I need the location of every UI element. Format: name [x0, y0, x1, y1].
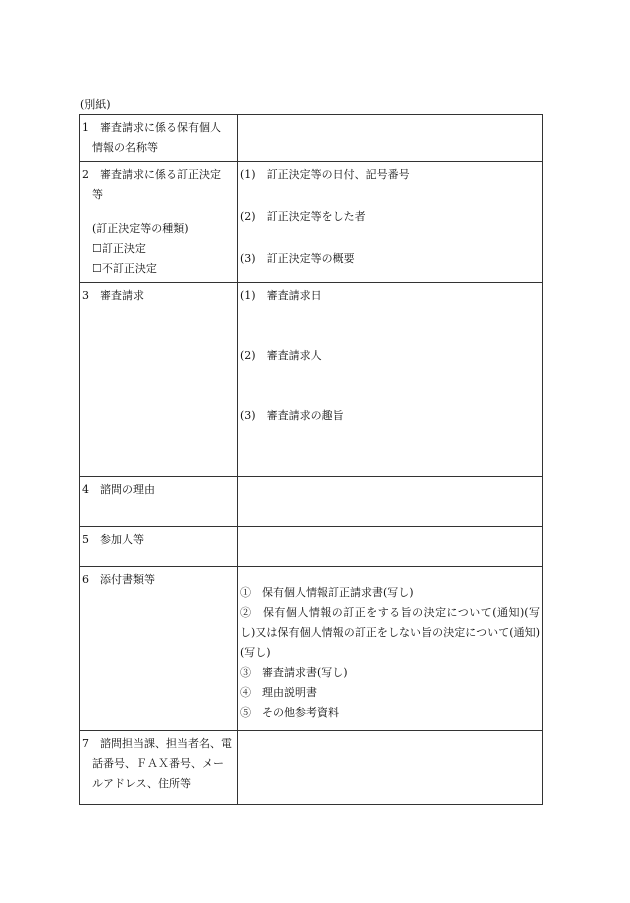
value-cell: [238, 477, 543, 527]
attachment-item: ① 保有個人情報訂正請求書(写し): [240, 586, 414, 599]
spacer: [240, 306, 540, 346]
label-line: 5 参加人等: [82, 533, 144, 546]
label-line: 2 審査請求に係る訂正決定: [82, 168, 221, 181]
checkbox-non-correction-decision[interactable]: ☐不訂正決定: [92, 262, 157, 275]
label-cell: [80, 731, 238, 805]
label-line: 等: [92, 188, 103, 201]
checkbox-correction-decision[interactable]: ☐訂正決定: [92, 242, 146, 255]
value-cell: [238, 115, 543, 162]
row-review-request: [80, 283, 543, 477]
item: (3) 訂正決定等の概要: [240, 252, 355, 265]
label-cell: [80, 477, 238, 527]
item: (2) 審査請求人: [240, 349, 322, 362]
label-cell: [80, 283, 238, 477]
spacer: [240, 227, 540, 249]
row-participants: [80, 527, 543, 567]
label-cell: [80, 527, 238, 567]
annex-label: (別紙): [80, 98, 111, 111]
label-line: ルアドレス、住所等: [92, 777, 191, 790]
spacer: [82, 205, 235, 219]
attachment-item: ④ 理由説明書: [240, 686, 317, 699]
value-cell: [238, 527, 543, 567]
label-cell: [80, 115, 238, 162]
item: (3) 審査請求の趣旨: [240, 409, 344, 422]
label-line: 6 添付書類等: [82, 573, 155, 586]
label-line: 3 審査請求: [82, 289, 144, 302]
label-line: 情報の名称等: [92, 141, 158, 154]
label-cell: [80, 567, 238, 731]
spacer: [240, 185, 540, 207]
label-line: 話番号、ＦＡＸ番号、メー: [92, 757, 224, 770]
label-line: 7 諮問担当課、担当者名、電: [82, 737, 232, 750]
attachment-item: ② 保有個人情報の訂正をする旨の決定について(通知)(写し)又は保有個人情報の訂正をしない旨の決定について(通知)(写し): [240, 606, 540, 659]
row-consultation-reason: [80, 477, 543, 527]
row-attachments: [80, 567, 543, 731]
value-cell: [238, 162, 543, 283]
label-line: 4 諮問の理由: [82, 483, 155, 496]
value-cell: [238, 567, 543, 731]
consultation-form-table: [79, 114, 543, 805]
value-cell: [238, 283, 543, 477]
decision-type-heading: (訂正決定等の種類): [92, 222, 189, 235]
label-line: 1 審査請求に係る保有個人: [82, 121, 221, 134]
spacer: [240, 366, 540, 406]
row-correction-decision: [80, 162, 543, 283]
attachment-item: ⑤ その他参考資料: [240, 706, 339, 719]
item: (1) 訂正決定等の日付、記号番号: [240, 168, 410, 181]
item: (1) 審査請求日: [240, 289, 322, 302]
value-cell: [238, 731, 543, 805]
label-cell: [80, 162, 238, 283]
item: (2) 訂正決定等をした者: [240, 210, 366, 223]
attachment-item: ③ 審査請求書(写し): [240, 666, 348, 679]
row-personal-info-name: [80, 115, 543, 162]
row-contact-info: [80, 731, 543, 805]
